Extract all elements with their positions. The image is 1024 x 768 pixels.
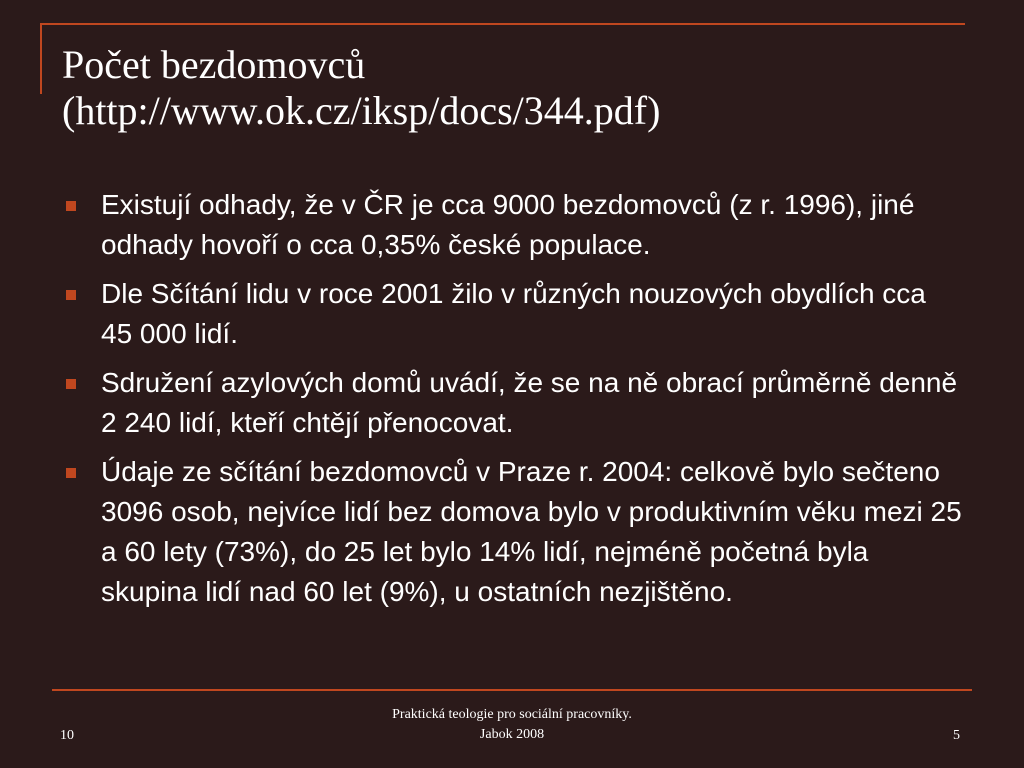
footer-rule (52, 689, 972, 691)
footer-caption-line-1: Praktická teologie pro sociální pracovníky. (392, 707, 632, 722)
footer-caption (312, 705, 712, 745)
square-bullet-icon (66, 468, 76, 478)
square-bullet-icon (66, 379, 76, 389)
footer-caption-line-2: Jabok 2008 (479, 727, 545, 742)
bullet-text: Dle Sčítání lidu v roce 2001 žilo v různých nouzových obydlích cca 45 000 lidí. (101, 278, 926, 349)
title-top-rule (40, 23, 965, 25)
square-bullet-icon (66, 290, 76, 300)
slide-title-line-1: Počet bezdomovců (62, 42, 366, 87)
bullet-text: Údaje ze sčítání bezdomovců v Praze r. 2004: celkově bylo sečteno 3096 osob, nejvíce lidí bez domova bylo v produktivním věku mezi 25 a 60 lety (73%), do 25 let bylo 14% lidí, nejméně početná byla skupina lidí nad 60 let (9%), u ostatních nezjištěno. (101, 456, 962, 607)
footer-date-number: 10 (60, 728, 74, 743)
bullet-list (62, 185, 962, 621)
bullet-text: Sdružení azylových domů uvádí, že se na ně obrací průměrně denně 2 240 lidí, kteří chtějí přenocovat. (101, 367, 958, 438)
slide-title-line-2: (http://www.ok.cz/iksp/docs/344.pdf) (62, 88, 661, 133)
bullet-item (62, 185, 962, 265)
slide-number: 5 (953, 728, 960, 743)
bullet-item (62, 363, 962, 443)
title-left-rule (40, 23, 42, 94)
bullet-item (62, 452, 962, 612)
slide-title (62, 42, 962, 134)
bullet-item (62, 274, 962, 354)
square-bullet-icon (66, 201, 76, 211)
bullet-text: Existují odhady, že v ČR je cca 9000 bezdomovců (z r. 1996), jiné odhady hovoří o cca 0,35% české populace. (101, 189, 915, 260)
